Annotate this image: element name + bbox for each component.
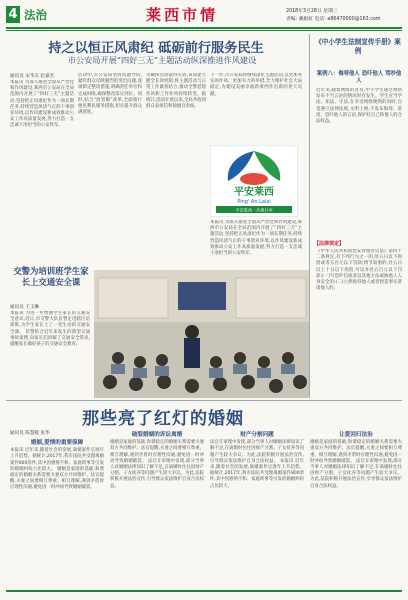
article1-title: 持之以恒正风肃纪 砥砺前行服务民生 xyxy=(48,41,264,56)
article3-para2c: 婚姻是家庭的基础,和谐稳定的婚姻关系需要夫妻双方共同维护。法官提醒,夫妻之间要相互尊重、相互理解,遇到矛盾时应理性沟通,避免因一时冲动导致婚姻破裂。 xyxy=(310,440,402,464)
article3-subhead2: 破裂婚姻的诉讼离婚 xyxy=(131,432,183,438)
section-divider xyxy=(6,400,402,401)
article3-para1b: 本报讯 近年来,随着社会的发展,离婚案件呈逐年上升趋势。据统计,2017年,我市法院共受理离婚案件800余件,其中因感情不和、家庭琐事等引发的婚姻纠纷占比较大。 xyxy=(210,458,304,489)
badge-ring-icon xyxy=(240,173,268,185)
article3-col3 xyxy=(210,430,304,588)
article3-para2: 婚姻是家庭的基础,和谐稳定的婚姻关系需要夫妻双方共同维护。法官提醒,夫妻之间要相互尊重、相互理解,遇到矛盾时应理性沟通,避免因一时冲动导致婚姻破裂。 xyxy=(10,466,104,491)
newspaper-name: 莱西市情 xyxy=(146,6,219,24)
badge-english: Ping' An Laixi xyxy=(237,199,271,205)
article1-byline: 通讯员 宋华友 赵嘉杰 xyxy=(10,74,55,79)
classroom-photo xyxy=(94,270,310,398)
article1-col3 xyxy=(146,73,206,260)
sidebar-title: 《中小学生法制宣传手册》案例 xyxy=(315,38,401,55)
badge-slogan: 平安莱西 · 共建共享 xyxy=(235,207,273,213)
article1-subtitle: 市公安局开展“四好三无”主题活动纵深推进作风建设 xyxy=(67,55,257,65)
photo-article-byline: 通讯员 王玉琳 xyxy=(10,305,40,310)
header-rule xyxy=(6,27,402,29)
photo-article-body xyxy=(10,311,90,397)
section-title: 法治 xyxy=(24,8,47,22)
article3-col1 xyxy=(10,438,104,588)
article3-para3: 法官在审理中发现,部分当事人对婚姻法律知识了解不足,在离婚时往往因财产分割、子女抚养等问题产生较大争议。为此,法院积极开展法治宣传,引导群众依法维护自身合法权益。 xyxy=(110,458,204,489)
article3-col4 xyxy=(310,430,402,588)
photo-article-title: 交警为培训班学生家长上交通安全课 xyxy=(13,266,89,287)
article3-byline: 通讯员 陈慧媛 张华 xyxy=(10,431,50,436)
sidebar-body xyxy=(316,88,402,238)
ping-an-laixi-badge xyxy=(210,145,298,217)
article1-col2 xyxy=(78,73,142,260)
article3-subhead1: 婚姻,爱情的重要保障 xyxy=(30,440,84,446)
law-label: 【法律规定】 xyxy=(314,241,345,247)
article1-para3: 为确保活动取得实效,该局建立健全长效机制,将主题活动与日常工作紧密结合,推动全警思想作风和工作作风持续转变。据统计,活动开展以来,全局共收到群众表扬信和锦旗百余面。 xyxy=(146,73,206,110)
article3-title: 那些亮了红灯的婚姻 xyxy=(82,409,244,429)
article3-col2 xyxy=(110,430,204,588)
article3-para2b: 婚姻是家庭的基础,和谐稳定的婚姻关系需要夫妻双方共同维护。法官提醒,夫妻之间要相互尊重、相互理解,遇到矛盾时应理性沟通,避免因一时冲动导致婚姻破裂。 xyxy=(110,440,204,464)
editor-line: 责编: 戴妮虹 电话: a86470000@163.com xyxy=(286,17,381,22)
law-text xyxy=(316,249,402,397)
photo-article-para2: 民警结合近年来发生的典型交通事故案例,向家长们讲解了交通安全常识,提醒家长做好孩子的交通安全教育。 xyxy=(10,329,90,348)
article1-para1-repeat: 本报讯 为深入推进全面从严治党和作风建设,莱西市公安局在全局范围内开展了“四好三无”主题活动,坚持把正风肃纪作为一项长期任务,持续营造风清气正的干事创业环境,以作风建设新成效推动公安工作高质量发展,努力打造一支忠诚干净担当的公安铁军。 xyxy=(210,220,302,257)
badge-name: 平安莱西 xyxy=(234,187,274,198)
footer-rule xyxy=(6,590,402,592)
article1-para2: 活动中,市公安局坚持问题导向,紧盯群众反映强烈的突出问题,逐项制定整改措施,明确责任单位和完成时限,确保整改落实到位。同时,结合“放管服”改革,全面推行便民利民服务措施,切实提升群众满意度。 xyxy=(78,73,142,116)
article3-para1: 本报讯 近年来,随着社会的发展,离婚案件呈逐年上升趋势。据统计,2017年,我市法院共受理离婚案件800余件,其中因感情不和、家庭琐事等引发的婚姻纠纷占比较大。 xyxy=(10,448,104,472)
masthead xyxy=(6,5,402,25)
article1-col1 xyxy=(10,80,74,260)
article1-para4: 下一步,市公安局将继续深化主题活动,以更加务实的作风、更加有力的举措,全力维护社会大局稳定,为建设美丽幸福新莱西作出新的更大贡献。 xyxy=(210,73,302,97)
article3-subhead3: 财产分割问题 xyxy=(240,432,274,438)
page-number: 4 xyxy=(6,6,20,23)
article3-para3c: 法官在审理中发现,部分当事人对婚姻法律知识了解不足,在离婚时往往因财产分割、子女抚养等问题产生较大争议。为此,法院积极开展法治宣传,引导群众依法维护自身合法权益。 xyxy=(310,458,402,489)
article3-para3b: 法官在审理中发现,部分当事人对婚姻法律知识了解不足,在离婚时往往因财产分割、子女抚养等问题产生较大争议。为此,法院积极开展法治宣传,引导群众依法维护自身合法权益。 xyxy=(210,440,304,464)
photo-article-para1: 本报讯 为进一步增强学生家长的交通安全意识,近日,市交警大队民警走进辖区培训班,为学生家长上了一堂生动的交通安全课。 xyxy=(10,311,90,335)
date-line: 2018年3月28日 星期三 xyxy=(286,9,338,14)
sidebar-divider xyxy=(309,34,310,396)
article1-col4b xyxy=(210,220,302,260)
article1-col4 xyxy=(210,73,302,143)
sidebar-body-text: 近年来,随着网络的普及,中小学生通过网络发布不当言论的情况时有发生。学生应当学法、知法、守法,在享受网络便利的同时,自觉遵守法律法规,文明上网,不发布侮辱、诽谤、恐吓他人的言论,保护好自己和他人的合法权益。 xyxy=(316,88,402,125)
article1-para1: 本报讯 为深入推进全面从严治党和作风建设,莱西市公安局在全局范围内开展了“四好三无”主题活动,坚持把正风肃纪作为一项长期任务,持续营造风清气正的干事创业环境,以作风建设新成效推动公安工作高质量发展,努力打造一支忠诚干净担当的公安铁军。 xyxy=(10,80,74,129)
article3-subhead4: 让爱回归法治 xyxy=(339,432,373,438)
header-rule-thin xyxy=(6,30,402,31)
law-text-content: 《中华人民共和国治安管理处罚法》第四十二条规定,有下列行为之一的,处五日以下拘留或者五百元以下罚款;情节较重的,处五日以上十日以下拘留,可以并处五百元以下罚款:(一)写恐吓信或者以其他方法威胁他人人身安全的;(二)公然侮辱他人或者捏造事实诽谤他人的。 xyxy=(316,249,402,292)
case-label: 案例八：侮辱他人 恐吓他人 骂吵他人 xyxy=(316,71,402,85)
